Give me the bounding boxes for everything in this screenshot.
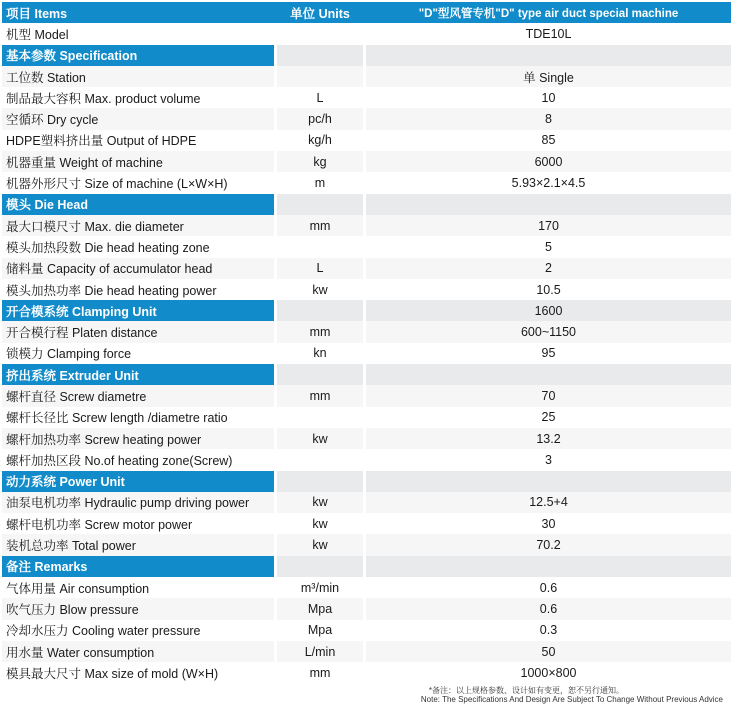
spec-table [2,2,731,684]
item-label: 机器重量 Weight of machine [2,151,274,172]
table-row [2,87,731,108]
table-row [2,321,731,342]
item-label: 螺杆直径 Screw diametre [2,385,274,406]
value-cell: TDE10L [366,23,731,44]
value-cell: 10 [366,87,731,108]
item-label: 空循环 Dry cycle [2,108,274,129]
item-label: 模头加热功率 Die head heating power [2,279,274,300]
table-row [2,428,731,449]
item-label: 机型 Model [2,23,274,44]
unit-cell [277,23,363,44]
item-label: 螺杆加热区段 No.of heating zone(Screw) [2,449,274,470]
value-cell [366,556,731,577]
unit-cell: kn [277,343,363,364]
item-label: 工位数 Station [2,66,274,87]
item-label: 冷却水压力 Cooling water pressure [2,620,274,641]
unit-cell [277,300,363,321]
table-row [2,662,731,683]
header-units: 单位 Units [290,6,350,21]
section-title: 模头 Die Head [2,194,274,215]
footnote-cn: *备注：以上规格参数、设计如有变更，恕不另行通知。 [428,686,625,695]
item-label: 螺杆加热功率 Screw heating power [2,428,274,449]
table-row [2,151,731,172]
value-cell: 1600 [366,300,731,321]
unit-cell [277,449,363,470]
value-cell: 1000×800 [366,662,731,683]
section-title: 挤出系统 Extruder Unit [2,364,274,385]
unit-cell: kw [277,534,363,555]
table-row [2,385,731,406]
value-cell [366,364,731,385]
unit-cell: m³/min [277,577,363,598]
value-cell: 0.6 [366,577,731,598]
unit-cell: mm [277,662,363,683]
value-cell: 85 [366,130,731,151]
unit-cell: kw [277,492,363,513]
item-label: HDPE塑料挤出量 Output of HDPE [2,130,274,151]
table-row [2,620,731,641]
header-model-title: "D"型风管专机"D" type air duct special machine [418,7,679,20]
table-row [2,449,731,470]
table-row [2,23,731,44]
item-label: 螺杆电机功率 Screw motor power [2,513,274,534]
value-cell: 5 [366,236,731,257]
value-cell [366,45,731,66]
unit-cell [277,471,363,492]
unit-cell: mm [277,385,363,406]
table-row [2,343,731,364]
value-cell: 25 [366,407,731,428]
unit-cell: L/min [277,641,363,662]
table-row [2,66,731,87]
item-label: 最大口模尺寸 Max. die diameter [2,215,274,236]
value-cell: 70.2 [366,534,731,555]
value-cell: 8 [366,108,731,129]
unit-cell: mm [277,215,363,236]
table-row [2,279,731,300]
value-cell: 6000 [366,151,731,172]
unit-cell [277,364,363,385]
table-row [2,598,731,619]
table-row [2,577,731,598]
item-label: 气体用量 Air consumption [2,577,274,598]
section-title: 动力系统 Power Unit [2,471,274,492]
table-row [2,215,731,236]
value-cell: 30 [366,513,731,534]
unit-cell: L [277,258,363,279]
unit-cell: Mpa [277,620,363,641]
value-cell: 2 [366,258,731,279]
header-items: 项目 Items [6,6,68,21]
section-row [2,364,731,385]
unit-cell: kw [277,428,363,449]
value-cell: 5.93×2.1×4.5 [366,172,731,193]
item-label: 模头加热段数 Die head heating zone [2,236,274,257]
table-row [2,534,731,555]
value-cell: 3 [366,449,731,470]
section-row [2,45,731,66]
section-title: 基本参数 Specification [2,45,274,66]
table-row [2,641,731,662]
unit-cell [277,556,363,577]
table-header [2,2,731,23]
item-label: 机器外形尺寸 Size of machine (L×W×H) [2,172,274,193]
section-row [2,300,731,321]
unit-cell: L [277,87,363,108]
item-label: 用水量 Water consumption [2,641,274,662]
table-row [2,513,731,534]
value-cell: 单 Single [366,66,731,87]
value-cell: 600~1150 [366,321,731,342]
unit-cell: pc/h [277,108,363,129]
item-label: 装机总功率 Total power [2,534,274,555]
item-label: 制品最大容积 Max. product volume [2,87,274,108]
table-row [2,492,731,513]
table-row [2,407,731,428]
item-label: 吹气压力 Blow pressure [2,598,274,619]
item-label: 螺杆长径比 Screw length /diametre ratio [2,407,274,428]
item-label: 开合模行程 Platen distance [2,321,274,342]
value-cell: 50 [366,641,731,662]
section-row [2,556,731,577]
value-cell [366,471,731,492]
value-cell: 0.3 [366,620,731,641]
unit-cell: mm [277,321,363,342]
unit-cell: kg [277,151,363,172]
value-cell: 10.5 [366,279,731,300]
value-cell: 0.6 [366,598,731,619]
table-row [2,236,731,257]
footnote-en: Note: The Specifications And Design Are Subject To Change Without Previous Advice [420,695,723,704]
unit-cell: kw [277,279,363,300]
item-label: 油泵电机功率 Hydraulic pump driving power [2,492,274,513]
value-cell: 95 [366,343,731,364]
section-row [2,471,731,492]
value-cell: 13.2 [366,428,731,449]
table-row [2,172,731,193]
item-label: 模具最大尺寸 Max size of mold (W×H) [2,662,274,683]
table-row [2,258,731,279]
unit-cell: kw [277,513,363,534]
unit-cell: kg/h [277,130,363,151]
table-row [2,130,731,151]
item-label: 锁模力 Clamping force [2,343,274,364]
value-cell: 170 [366,215,731,236]
unit-cell [277,407,363,428]
footnote [421,686,723,704]
unit-cell [277,236,363,257]
unit-cell [277,45,363,66]
section-title: 开合模系统 Clamping Unit [2,300,274,321]
item-label: 储料量 Capacity of accumulator head [2,258,274,279]
value-cell [366,194,731,215]
section-title: 备注 Remarks [2,556,274,577]
section-row [2,194,731,215]
value-cell: 12.5+4 [366,492,731,513]
value-cell: 70 [366,385,731,406]
unit-cell: m [277,172,363,193]
table-row [2,108,731,129]
unit-cell: Mpa [277,598,363,619]
unit-cell [277,194,363,215]
table-body [2,23,731,683]
unit-cell [277,66,363,87]
